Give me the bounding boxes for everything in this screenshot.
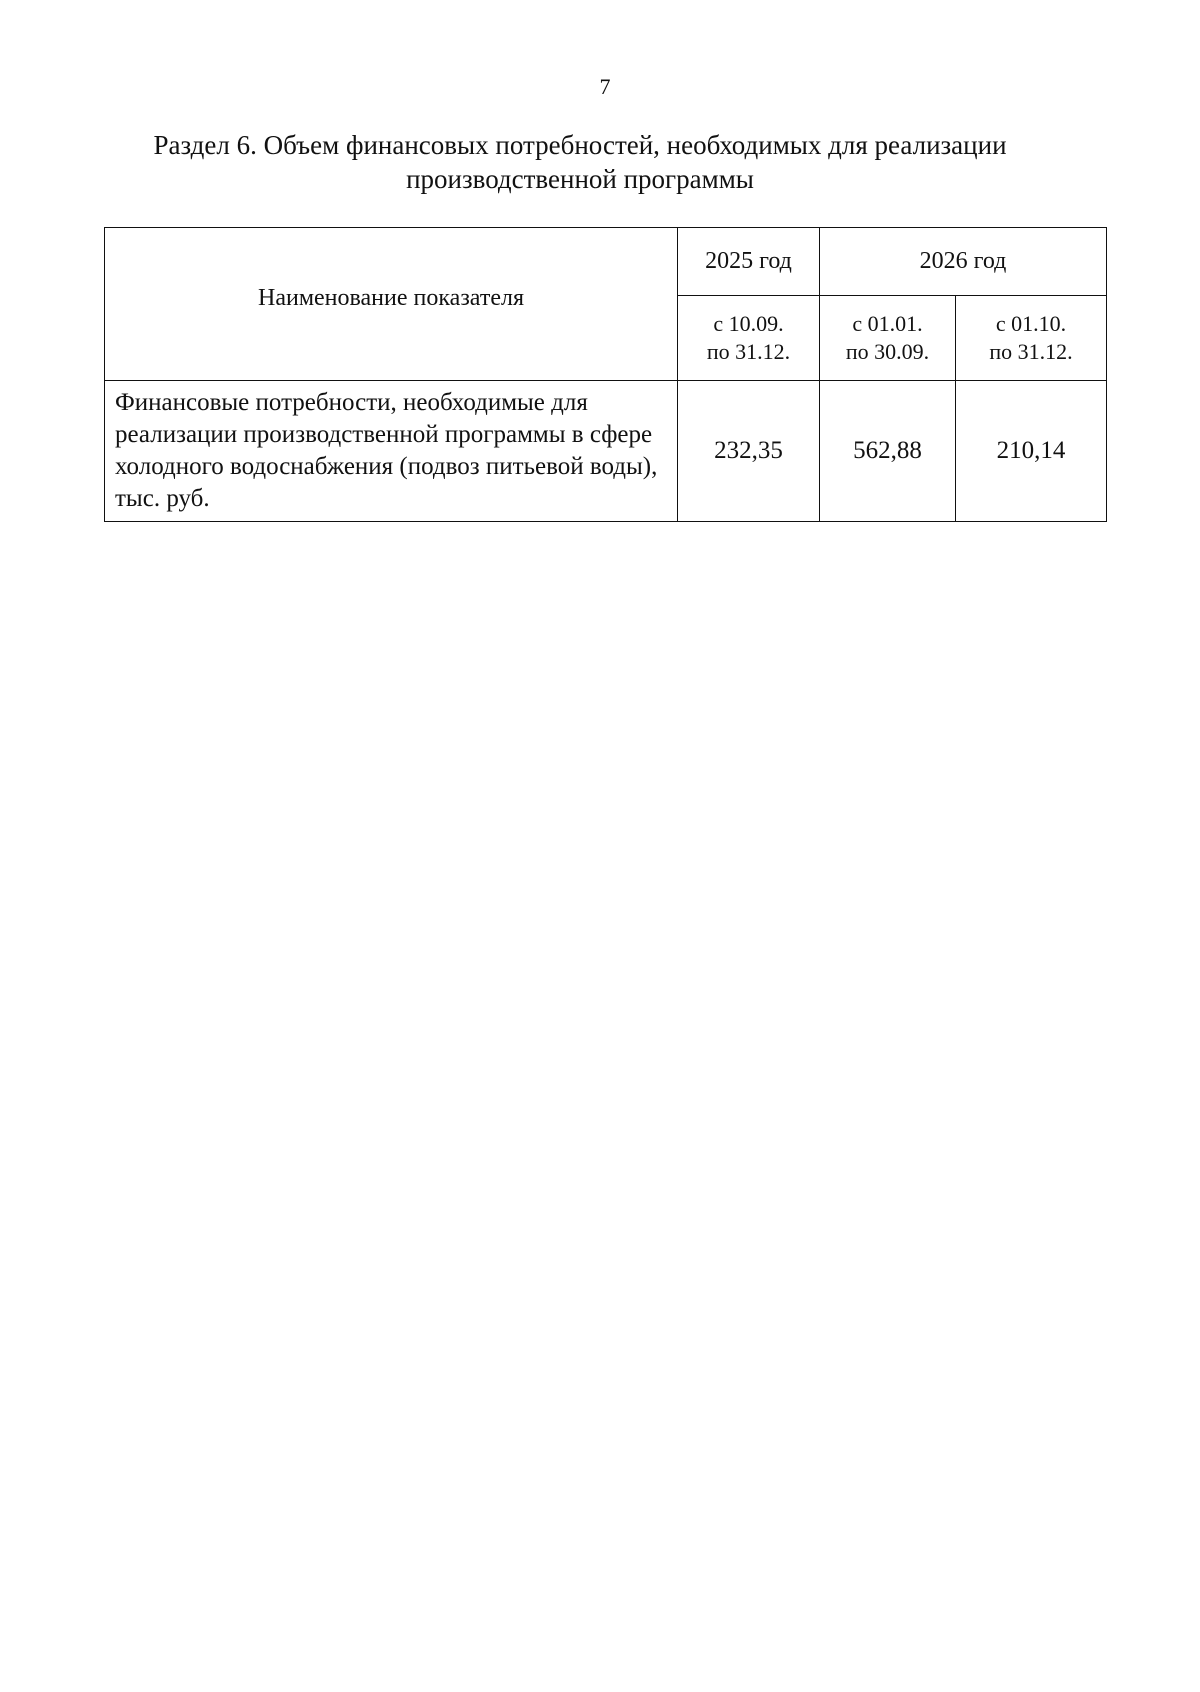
header-period-2 [820,295,956,380]
row-value-period-3: 210,14 [956,381,1107,522]
period-3-to: по 31.12. [989,338,1073,364]
header-year-2025: 2025 год [678,228,820,296]
section-title [100,128,1060,196]
header-indicator-name: Наименование показателя [105,228,678,381]
page-number: 7 [599,74,611,99]
table-row [105,381,1107,522]
header-period-1 [678,295,820,380]
row-value-period-2: 562,88 [820,381,956,522]
period-3-from: с 01.10. [995,310,1067,336]
section-title-line-1: Раздел 6. Объем финансовых потребностей, необходимых для реализации [153,130,1007,160]
period-2-from: с 01.01. [852,310,923,336]
row-indicator-name: Финансовые потребности, необходимые для реализации производственной программы в сфере холодного водоснабжения (подвоз питьевой воды), тыс. руб. [105,381,678,522]
period-1-to: по 31.12. [706,338,791,364]
financial-needs-table [104,227,1107,522]
section-title-line-2: производственной программы [406,164,754,194]
period-2-to: по 30.09. [845,338,930,364]
period-1-from: с 10.09. [713,310,784,336]
header-year-2026: 2026 год [820,228,1107,296]
table-header-row-years [105,228,1107,296]
row-value-period-1: 232,35 [678,381,820,522]
header-period-3 [956,295,1107,380]
